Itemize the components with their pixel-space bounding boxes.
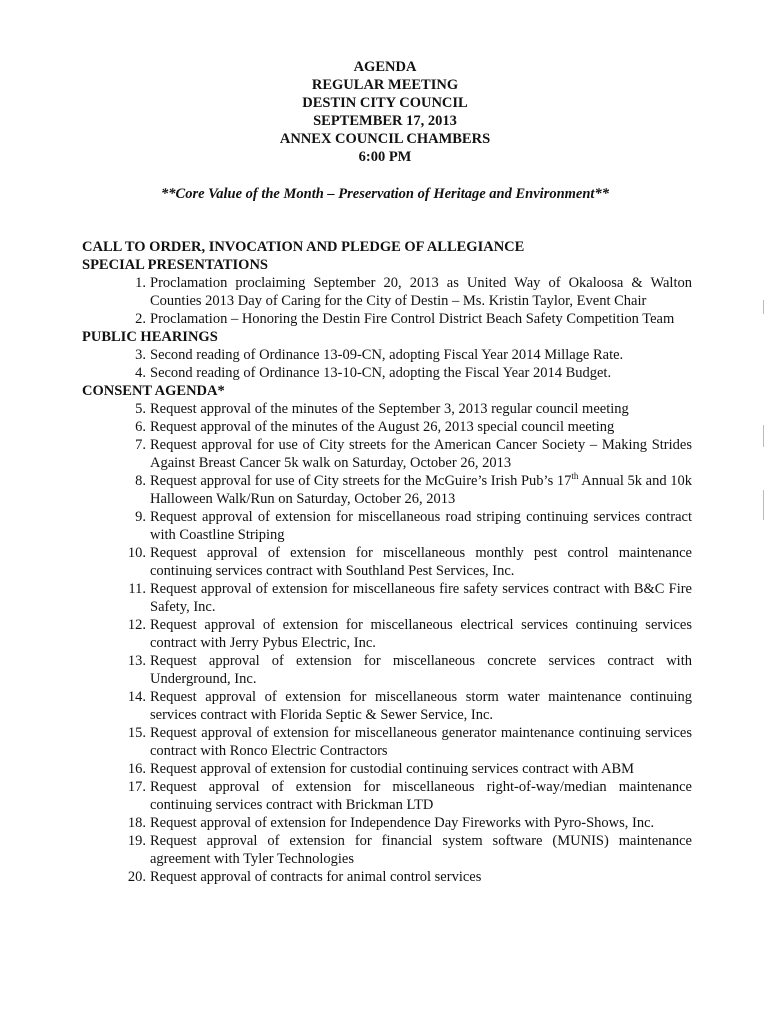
item-text: Request approval of extension for miscellaneous road striping continuing services contract with Coastline Striping [150,509,692,543]
item-text: Request approval of extension for financial system software (MUNIS) maintenance agreement with Tyler Technologies [150,833,692,867]
agenda-item [82,814,692,832]
agenda-header [0,58,770,166]
agenda-item [82,346,692,364]
agenda-item [82,472,692,508]
core-value: **Core Value of the Month – Preservation of Heritage and Environment** [161,186,609,202]
agenda-item [82,544,692,580]
item-text: Request approval of extension for miscellaneous concrete services contract with Underground, Inc. [150,653,692,687]
header-date: SEPTEMBER 17, 2013 [313,113,457,129]
header-time: 6:00 PM [358,149,412,165]
item-text: Proclamation proclaiming September 20, 2013 as United Way of Okaloosa & Walton Counties 2013 Day of Caring for the City of Destin – Ms. Kristin Taylor, Event Chair [150,275,692,309]
item-number: 11. [128,581,146,597]
ordinal-suffix: th [571,471,579,482]
item-number: 7. [135,437,146,453]
agenda-item [82,274,692,310]
section-special-presentations: SPECIAL PRESENTATIONS [82,257,269,273]
agenda-item [82,652,692,688]
header-meeting-type: REGULAR MEETING [311,77,459,93]
agenda-item [82,868,692,886]
item-number: 19. [127,833,146,849]
agenda-item [82,310,692,328]
item-number: 9. [135,509,146,525]
item-text: Request approval of extension for miscellaneous right-of-way/median maintenance continuing services contract with Brickman LTD [150,779,692,813]
item-text: Request approval of extension for miscellaneous electrical services continuing services contract with Jerry Pybus Electric, Inc. [150,617,692,651]
item-text: Request approval of extension for miscellaneous generator maintenance continuing services contract with Ronco Electric Contractors [150,725,692,759]
agenda-body [82,238,692,886]
header-council: DESTIN CITY COUNCIL [302,95,468,111]
item-number: 2. [135,311,146,327]
item-text: Request approval of extension for Independence Day Fireworks with Pyro-Shows, Inc. [150,815,655,831]
item-number: 12. [127,617,146,633]
scan-mark [763,425,764,447]
item-number: 14. [127,689,146,705]
scan-mark [763,300,764,314]
item-number: 17. [127,779,146,795]
item-number: 10. [127,545,146,561]
agenda-item [82,364,692,382]
section-consent-agenda: CONSENT AGENDA* [82,383,225,399]
item-text: Request approval of contracts for animal control services [150,869,482,885]
item-text: Request approval of the minutes of the September 3, 2013 regular council meeting [150,401,629,417]
item-number: 8. [135,473,146,489]
section-public-hearings: PUBLIC HEARINGS [82,329,218,345]
item-number: 15. [127,725,146,741]
agenda-item [82,778,692,814]
item-text: Request approval of extension for miscellaneous storm water maintenance continuing services contract with Florida Septic & Sewer Service, Inc. [150,689,692,723]
item-number: 18. [127,815,146,831]
agenda-item [82,400,692,418]
item-text: Second reading of Ordinance 13-10-CN, adopting the Fiscal Year 2014 Budget. [150,365,612,381]
item-number: 1. [135,275,146,291]
agenda-item [82,418,692,436]
section-call-to-order: CALL TO ORDER, INVOCATION AND PLEDGE OF ALLEGIANCE [82,239,525,255]
item-number: 4. [135,365,146,381]
header-location: ANNEX COUNCIL CHAMBERS [279,131,491,147]
item-text: Request approval of extension for custodial continuing services contract with ABM [150,761,635,777]
agenda-item [82,436,692,472]
scan-mark [763,490,764,520]
item-text: Second reading of Ordinance 13-09-CN, adopting Fiscal Year 2014 Millage Rate. [150,347,624,363]
agenda-item [82,832,692,868]
item-text [150,472,692,508]
item-text: Request approval of the minutes of the August 26, 2013 special council meeting [150,419,615,435]
agenda-item [82,616,692,652]
item-number: 5. [135,401,146,417]
item-text: Request approval of extension for miscellaneous monthly pest control maintenance continuing services contract with Southland Pest Services, Inc. [150,545,692,579]
header-title: AGENDA [353,59,417,75]
agenda-item [82,724,692,760]
agenda-item [82,688,692,724]
item-number: 6. [135,419,146,435]
item-text: Proclamation – Honoring the Destin Fire Control District Beach Safety Competition Team [150,311,675,327]
agenda-item [82,580,692,616]
item-number: 3. [135,347,146,363]
agenda-item [82,760,692,778]
item-number: 16. [127,761,146,777]
agenda-item [82,508,692,544]
item-number: 13. [127,653,146,669]
item-text: Request approval for use of City streets for the American Cancer Society – Making Strides Against Breast Cancer 5k walk on Saturday, October 26, 2013 [150,437,692,471]
item-text-part: Request approval for use of City streets for the McGuire’s Irish Pub’s 17 [150,473,572,489]
item-number: 20. [127,869,146,885]
item-text: Request approval of extension for miscellaneous fire safety services contract with B&C Fire Safety, Inc. [150,581,692,615]
item-text-part: Annual 5k and 10k Halloween Walk/Run on Saturday, October 26, 2013 [150,473,692,507]
